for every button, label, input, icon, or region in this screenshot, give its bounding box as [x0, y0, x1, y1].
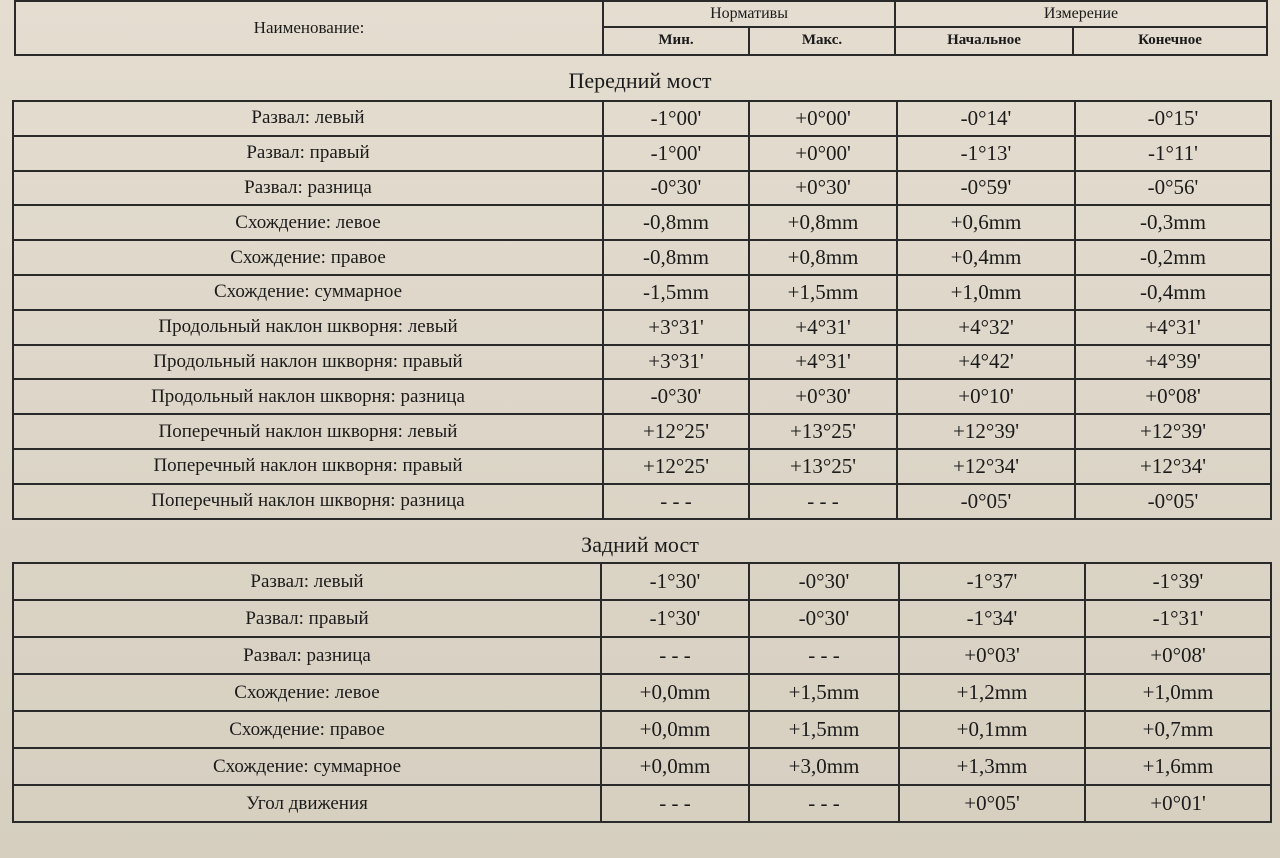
table-row [13, 674, 1271, 711]
min-value: -1°30' [601, 563, 749, 600]
max-value: +0°30' [749, 171, 897, 206]
table-row [13, 785, 1271, 822]
max-value: +13°25' [749, 449, 897, 484]
final-value: +0°08' [1085, 637, 1271, 674]
max-value: +1,5mm [749, 275, 897, 310]
max-value: +0°30' [749, 379, 897, 414]
header-measurement: Измерение [895, 1, 1267, 27]
max-value: -0°30' [749, 563, 899, 600]
min-value: - - - [603, 484, 749, 519]
table-row [13, 275, 1271, 310]
rear-axle-table [12, 562, 1272, 823]
row-label: Развал: правый [13, 136, 603, 171]
row-label: Схождение: суммарное [13, 275, 603, 310]
final-value: +4°39' [1075, 345, 1271, 380]
front-axle-title: Передний мост [568, 68, 712, 93]
min-value: +3°31' [603, 310, 749, 345]
final-value: -1°11' [1075, 136, 1271, 171]
row-label: Схождение: суммарное [13, 748, 601, 785]
initial-value: +4°42' [897, 345, 1075, 380]
min-value: +0,0mm [601, 748, 749, 785]
min-value: -1°30' [601, 600, 749, 637]
header-min: Мин. [603, 27, 749, 55]
table-row [13, 310, 1271, 345]
initial-value: -0°05' [897, 484, 1075, 519]
final-value: -1°39' [1085, 563, 1271, 600]
header-name: Наименование: [15, 1, 603, 55]
max-value: +0°00' [749, 101, 897, 136]
initial-value: +4°32' [897, 310, 1075, 345]
row-label: Поперечный наклон шкворня: правый [13, 449, 603, 484]
final-value: +12°34' [1075, 449, 1271, 484]
max-value: +4°31' [749, 310, 897, 345]
table-row [13, 101, 1271, 136]
row-label: Продольный наклон шкворня: левый [13, 310, 603, 345]
final-value: +0°08' [1075, 379, 1271, 414]
row-label: Угол движения [13, 785, 601, 822]
table-row [13, 600, 1271, 637]
final-value: -0,4mm [1075, 275, 1271, 310]
min-value: +0,0mm [601, 674, 749, 711]
min-value: - - - [601, 785, 749, 822]
min-value: +12°25' [603, 414, 749, 449]
initial-value: +0°10' [897, 379, 1075, 414]
initial-value: -1°37' [899, 563, 1085, 600]
max-value: - - - [749, 637, 899, 674]
table-row [13, 748, 1271, 785]
row-label: Схождение: правое [13, 711, 601, 748]
table-row [13, 637, 1271, 674]
final-value: -0°05' [1075, 484, 1271, 519]
min-value: +12°25' [603, 449, 749, 484]
min-value: -1°00' [603, 136, 749, 171]
final-value: -0°15' [1075, 101, 1271, 136]
row-label: Развал: разница [13, 171, 603, 206]
table-row [13, 711, 1271, 748]
header-norms: Нормативы [603, 1, 895, 27]
max-value: +1,5mm [749, 674, 899, 711]
row-label: Схождение: правое [13, 240, 603, 275]
row-label: Развал: разница [13, 637, 601, 674]
initial-value: +0,1mm [899, 711, 1085, 748]
initial-value: +0,6mm [897, 205, 1075, 240]
max-value: +3,0mm [749, 748, 899, 785]
table-row [13, 563, 1271, 600]
table-row [13, 171, 1271, 206]
initial-value: +1,0mm [897, 275, 1075, 310]
initial-value: -0°59' [897, 171, 1075, 206]
row-label: Продольный наклон шкворня: разница [13, 379, 603, 414]
max-value: +0°00' [749, 136, 897, 171]
final-value: -1°31' [1085, 600, 1271, 637]
report-header-table [14, 0, 1268, 56]
max-value: - - - [749, 484, 897, 519]
header-initial: Начальное [895, 27, 1073, 55]
initial-value: +0°03' [899, 637, 1085, 674]
min-value: -1°00' [603, 101, 749, 136]
row-label: Поперечный наклон шкворня: левый [13, 414, 603, 449]
initial-value: +1,3mm [899, 748, 1085, 785]
initial-value: -0°14' [897, 101, 1075, 136]
initial-value: +12°39' [897, 414, 1075, 449]
final-value: +0°01' [1085, 785, 1271, 822]
final-value: +12°39' [1075, 414, 1271, 449]
max-value: +0,8mm [749, 205, 897, 240]
header-max: Макс. [749, 27, 895, 55]
table-row [13, 484, 1271, 519]
final-value: +1,6mm [1085, 748, 1271, 785]
initial-value: +0°05' [899, 785, 1085, 822]
final-value: +1,0mm [1085, 674, 1271, 711]
max-value: +13°25' [749, 414, 897, 449]
final-value: +4°31' [1075, 310, 1271, 345]
table-row [13, 379, 1271, 414]
initial-value: +12°34' [897, 449, 1075, 484]
initial-value: +1,2mm [899, 674, 1085, 711]
min-value: -0°30' [603, 379, 749, 414]
row-label: Поперечный наклон шкворня: разница [13, 484, 603, 519]
initial-value: -1°13' [897, 136, 1075, 171]
max-value: +1,5mm [749, 711, 899, 748]
row-label: Схождение: левое [13, 205, 603, 240]
final-value: -0,3mm [1075, 205, 1271, 240]
table-row [13, 240, 1271, 275]
row-label: Развал: правый [13, 600, 601, 637]
table-row [13, 205, 1271, 240]
max-value: +0,8mm [749, 240, 897, 275]
table-row [13, 414, 1271, 449]
min-value: +3°31' [603, 345, 749, 380]
initial-value: +0,4mm [897, 240, 1075, 275]
front-axle-table [12, 100, 1272, 520]
row-label: Схождение: левое [13, 674, 601, 711]
row-label: Развал: левый [13, 101, 603, 136]
row-label: Продольный наклон шкворня: правый [13, 345, 603, 380]
min-value: -0,8mm [603, 240, 749, 275]
min-value: -0°30' [603, 171, 749, 206]
header-final: Конечное [1073, 27, 1267, 55]
max-value: +4°31' [749, 345, 897, 380]
max-value: - - - [749, 785, 899, 822]
initial-value: -1°34' [899, 600, 1085, 637]
min-value: -0,8mm [603, 205, 749, 240]
final-value: -0,2mm [1075, 240, 1271, 275]
final-value: -0°56' [1075, 171, 1271, 206]
final-value: +0,7mm [1085, 711, 1271, 748]
max-value: -0°30' [749, 600, 899, 637]
min-value: -1,5mm [603, 275, 749, 310]
rear-axle-title: Задний мост [581, 532, 699, 557]
min-value: +0,0mm [601, 711, 749, 748]
min-value: - - - [601, 637, 749, 674]
table-row [13, 449, 1271, 484]
row-label: Развал: левый [13, 563, 601, 600]
table-row [13, 136, 1271, 171]
table-row [13, 345, 1271, 380]
